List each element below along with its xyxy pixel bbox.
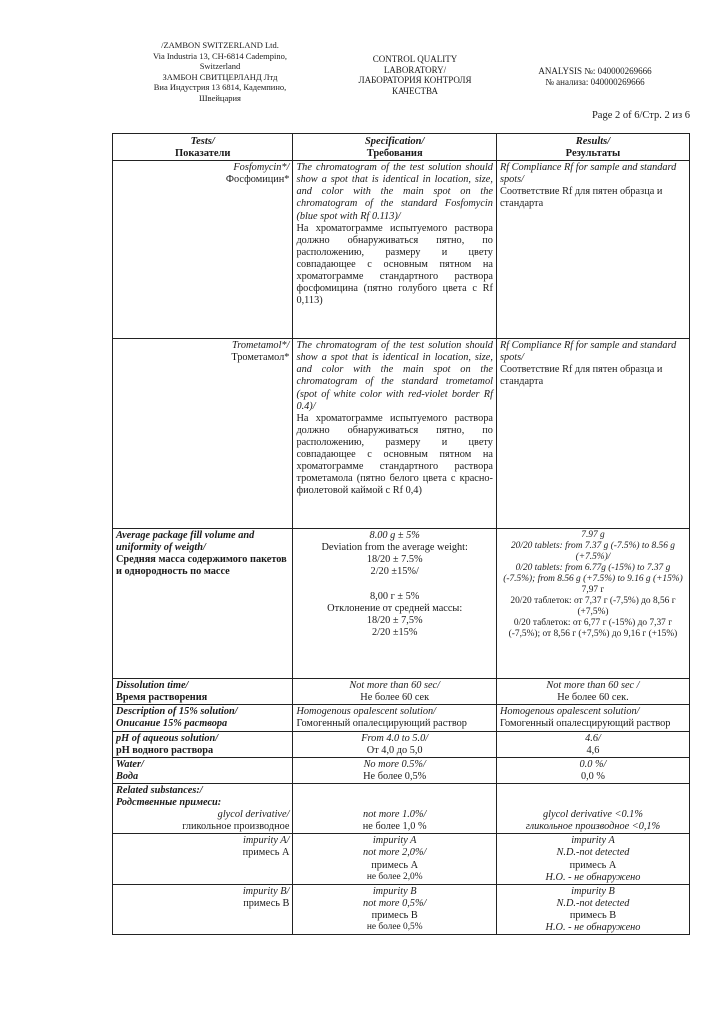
lab-title: [330, 54, 500, 96]
result-impurity-a: impurity A N.D.-not detected примесь A Н.О. - не обнаружено: [496, 834, 689, 884]
result-dissolution: Not more than 60 sec / Не более 60 сек.: [496, 679, 689, 705]
page-number: Page 2 of 6/Стр. 2 из 6: [591, 110, 690, 121]
test-water: Water/ Вода: [113, 757, 293, 783]
spec-fill-uniformity: 8.00 g ± 5% Deviation from the average weight: 18/20 ± 7.5% 2/20 ±15%/ 8,00 г ± 5% Отклонение от средней массы: 18/20 ± 7,5% 2/20 ±15%: [293, 529, 497, 679]
lab-title-line: ЛАБОРАТОРИЯ КОНТРОЛЯ: [358, 75, 472, 85]
spec-trometamol: The chromatogram of the test solution should show a spot that is identical in location, size, and color with the main spot on the chromatogram of the standard trometamol (spot of white color with red-violet border Rf 0.4)/ На хроматограмме испытуемого раствора должно обнаруживаться пятно, по расположению, размеру и цвету совпадающее с основным пятном на хроматограмме стандартного раствора трометамола (пятно белого цвета с красно-фиолетовой каймой с Rf 0,4): [293, 339, 497, 529]
company-name-ru: ЗАМБОН СВИТЦЕРЛАНД Лтд: [162, 71, 278, 82]
company-country-en: Switzerland: [199, 61, 241, 71]
table-row: [113, 783, 690, 833]
result-glycol-derivative: glycol derivative <0.1% гликольное производное <0,1%: [496, 783, 689, 833]
spec-description: Homogenous opalescent solution/ Гомогенный опалесцирующий раствор: [293, 705, 497, 731]
result-impurity-b: impurity B N.D.-not detected примесь B Н.О. - не обнаружено: [496, 884, 689, 934]
table-row: [113, 884, 690, 934]
table-row: [113, 757, 690, 783]
test-related-substances: Related substances:/ Родственные примеси: glycol derivative/ гликольное производное: [113, 783, 293, 833]
company-country-ru: Швейцария: [199, 92, 241, 103]
analysis-number-en: ANALYSIS №: 040000269666: [538, 66, 652, 76]
results-table: [112, 133, 690, 935]
test-fill-uniformity: Average package fill volume and uniformity of weigth/ Средняя масса содержимого пакетов и однородность по массе: [113, 529, 293, 679]
company-address: [120, 40, 320, 103]
spec-impurity-b: impurity B not more 0,5%/ примесь B не более 0,5%: [293, 884, 497, 934]
table-row: [113, 705, 690, 731]
lab-title-line: LABORATORY/: [383, 64, 447, 75]
result-fill-uniformity: 7.97 g 20/20 tablets: from 7.37 g (-7.5%) to 8.56 g (+7.5%)/ 0/20 tablets: from 6.77g (-15%) to 7.37 g (-7.5%); from 8.56 g (+7.5%) to 9.16 g (+15%) 7,97 г 20/20 таблеток: от 7,37 г (-7,5%) до 8,56 г (+7,5%) 0/20 таблеток: от 6,77 г (-15%) до 7,37 г (-7,5%); от 8,56 г (+7,5%) до 9,16 г (+15%): [496, 529, 689, 679]
test-description: Description of 15% solution/ Описание 15% раствора: [113, 705, 293, 731]
analysis-number-ru: № анализа: 040000269666: [545, 76, 645, 87]
header-tests: Tests/ Показатели: [113, 134, 293, 161]
test-trometamol: Trometamol*/ Трометамол*: [113, 339, 293, 529]
result-fosfomycin: Rf Compliance Rf for sample and standard spots/ Соответствие Rf для пятен образца и стандарта: [496, 161, 689, 339]
header-results: Results/ Результаты: [496, 134, 689, 161]
result-ph: 4.6/ 4,6: [496, 731, 689, 757]
table-row: [113, 161, 690, 339]
company-street-en: Via Industria 13, CH-6814 Cadempino,: [152, 50, 288, 61]
test-impurity-b: impurity B/ примесь B: [113, 884, 293, 934]
test-impurity-a: impurity A/ примесь A: [113, 834, 293, 884]
spec-water: No more 0.5%/ Не более 0,5%: [293, 757, 497, 783]
result-water: 0.0 %/ 0,0 %: [496, 757, 689, 783]
spec-ph: From 4.0 to 5.0/ От 4,0 до 5,0: [293, 731, 497, 757]
test-ph: pH of aqueous solution/ pH водного раствора: [113, 731, 293, 757]
result-description: Homogenous opalescent solution/ Гомогенный опалесцирующий раствор: [496, 705, 689, 731]
test-fosfomycin: Fosfomycin*/ Фосфомицин*: [113, 161, 293, 339]
analysis-number: [520, 66, 670, 87]
table-row: [113, 529, 690, 679]
spec-glycol-derivative: not more 1.0%/ не более 1,0 %: [293, 783, 497, 833]
table-header-row: [113, 134, 690, 161]
table-row: [113, 339, 690, 529]
result-trometamol: Rf Compliance Rf for sample and standard spots/ Соответствие Rf для пятен образца и стандарта: [496, 339, 689, 529]
spec-impurity-a: impurity A not more 2,0%/ примесь A не более 2,0%: [293, 834, 497, 884]
table-row: [113, 731, 690, 757]
company-name-en: /ZAMBON SWITZERLAND Ltd.: [161, 40, 279, 50]
lab-title-line: КАЧЕСТВА: [392, 85, 438, 96]
table-row: [113, 834, 690, 884]
table-row: [113, 679, 690, 705]
company-street-ru: Виа Индустрия 13 6814, Кадемпино,: [153, 82, 287, 92]
header-specification: Specification/ Требования: [293, 134, 497, 161]
spec-fosfomycin: The chromatogram of the test solution should show a spot that is identical in location, size, and color with the main spot on the chromatogram of the standard Fosfomycin (blue spot with Rf 0.113)/ На хроматограмме испытуемого раствора должно обнаруживаться пятно, по расположению, размеру и цвету совпадающее с основным пятном на хроматограмме стандартного раствора фосфомицина (пятно голубого цвета с Rf 0,113): [293, 161, 497, 339]
test-dissolution: Dissolution time/ Время растворения: [113, 679, 293, 705]
lab-title-line: CONTROL QUALITY: [372, 54, 458, 64]
spec-dissolution: Not more than 60 sec/ Не более 60 сек: [293, 679, 497, 705]
